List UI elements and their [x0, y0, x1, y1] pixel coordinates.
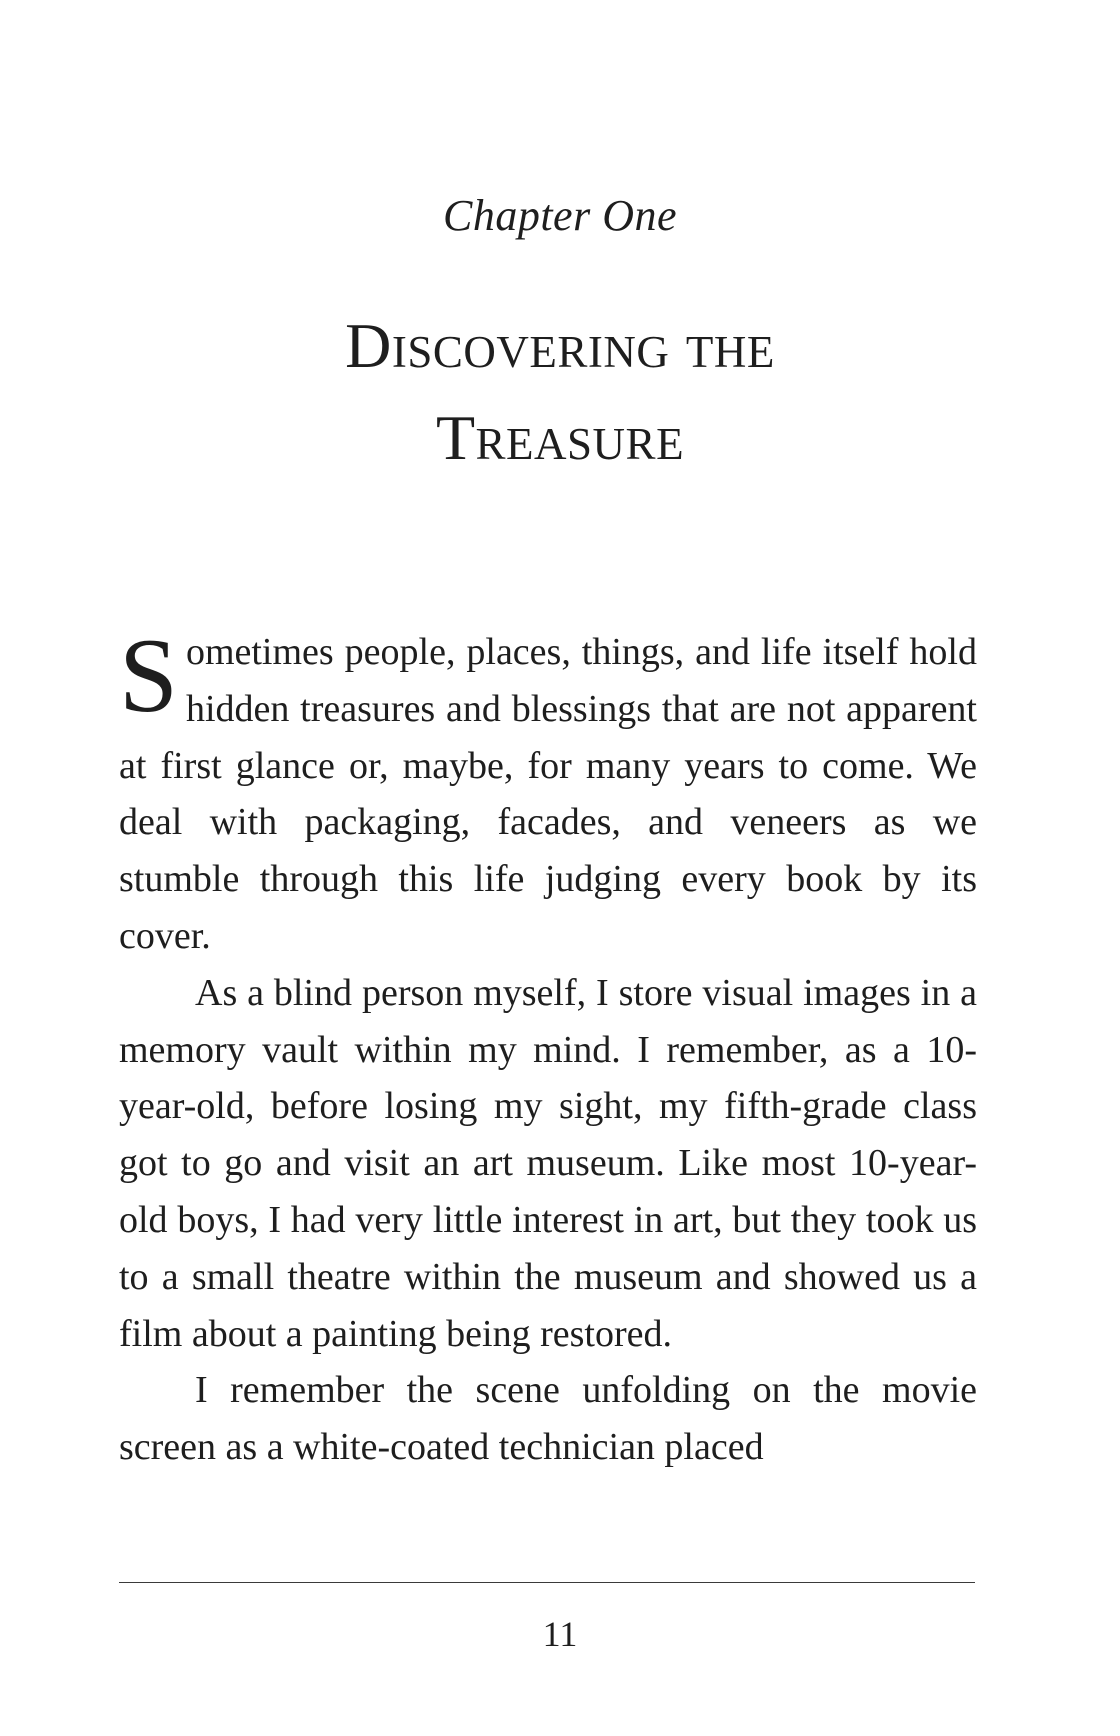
chapter-title-line-2: Treasure — [435, 402, 685, 473]
paragraph-1 — [119, 617, 977, 965]
drop-cap: S — [119, 617, 178, 734]
body-text — [119, 617, 977, 1476]
chapter-title — [0, 300, 1120, 484]
paragraph-2: As a blind person myself, I store visual images in a memory vault within my mind. I remember, as a 10-year-old, before losing my sight, my fifth-grade class got to go and visit an art museum. Like most 10-year-old boys, I had very little interest in art, but they took us to a small theatre within the museum and showed us a film about a painting being restored. — [119, 971, 977, 1355]
paragraph-3: I remember the scene unfolding on the movie screen as a white-coated technician placed — [119, 1369, 977, 1469]
paragraph-1-text: ometimes people, places, things, and life itself hold hidden treasures and blessings that are not apparent at first glance or, maybe, for many years to come. We deal with packaging, facades, and veneers as we stumble through this life judging every book by its cover. — [119, 631, 977, 957]
chapter-label: Chapter One — [442, 191, 678, 240]
page-number: 11 — [542, 1614, 578, 1654]
footer-rule — [119, 1582, 975, 1583]
chapter-title-line-1: Discovering the — [345, 310, 775, 381]
